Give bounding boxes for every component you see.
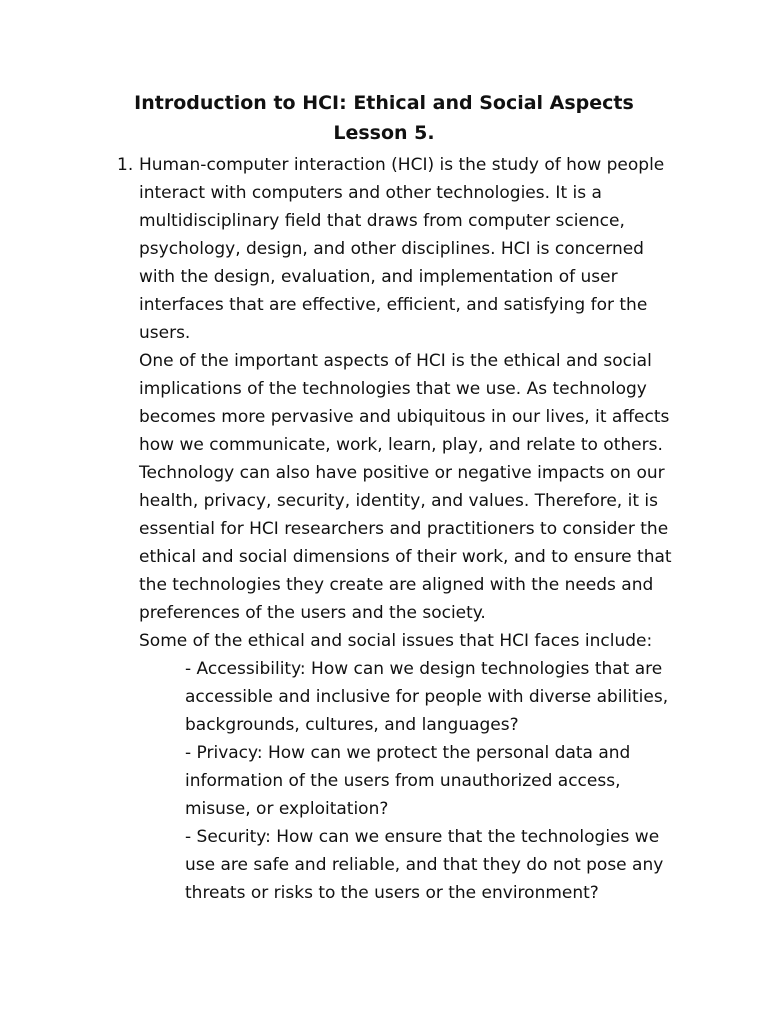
paragraph-ethical-implications: One of the important aspects of HCI is the ethical and social implications of the technologies that we use. As technology becomes more pervasive and ubiquitous in our lives, it affects how we communicate, work, learn, play, and relate to others. Technology can also have positive or negative impacts on our health, privacy, security, identity, and values. Therefore, it is essential for HCI researchers and practitioners to consider the ethical and social dimensions of their work, and to ensure that the technologies they create are aligned with the needs and preferences of the users and the society. bbox=[139, 351, 672, 623]
document-title: Introduction to HCI: Ethical and Social Aspects bbox=[134, 92, 634, 114]
list-number: 1. bbox=[117, 155, 134, 175]
paragraph-issues-intro: Some of the ethical and social issues that HCI faces include: bbox=[139, 631, 653, 651]
issues-list bbox=[185, 655, 685, 907]
lesson-number: Lesson 5. bbox=[333, 122, 435, 144]
list-item-security: - Security: How can we ensure that the technologies we use are safe and reliable, and that they do not pose any threats or risks to the users or the environment? bbox=[185, 827, 664, 903]
list-item-accessibility: - Accessibility: How can we design technologies that are accessible and inclusive for people with diverse abilities, backgrounds, cultures, and languages? bbox=[185, 659, 669, 735]
list-item-privacy: - Privacy: How can we protect the personal data and information of the users from unauthorized access, misuse, or exploitation? bbox=[185, 743, 631, 819]
paragraph-hci-definition: Human-computer interaction (HCI) is the study of how people interact with computers and other technologies. It is a multidisciplinary field that draws from computer science, psychology, design, and other disciplines. HCI is concerned with the design, evaluation, and implementation of user interfaces that are effective, efficient, and satisfying for the users. bbox=[139, 155, 665, 343]
